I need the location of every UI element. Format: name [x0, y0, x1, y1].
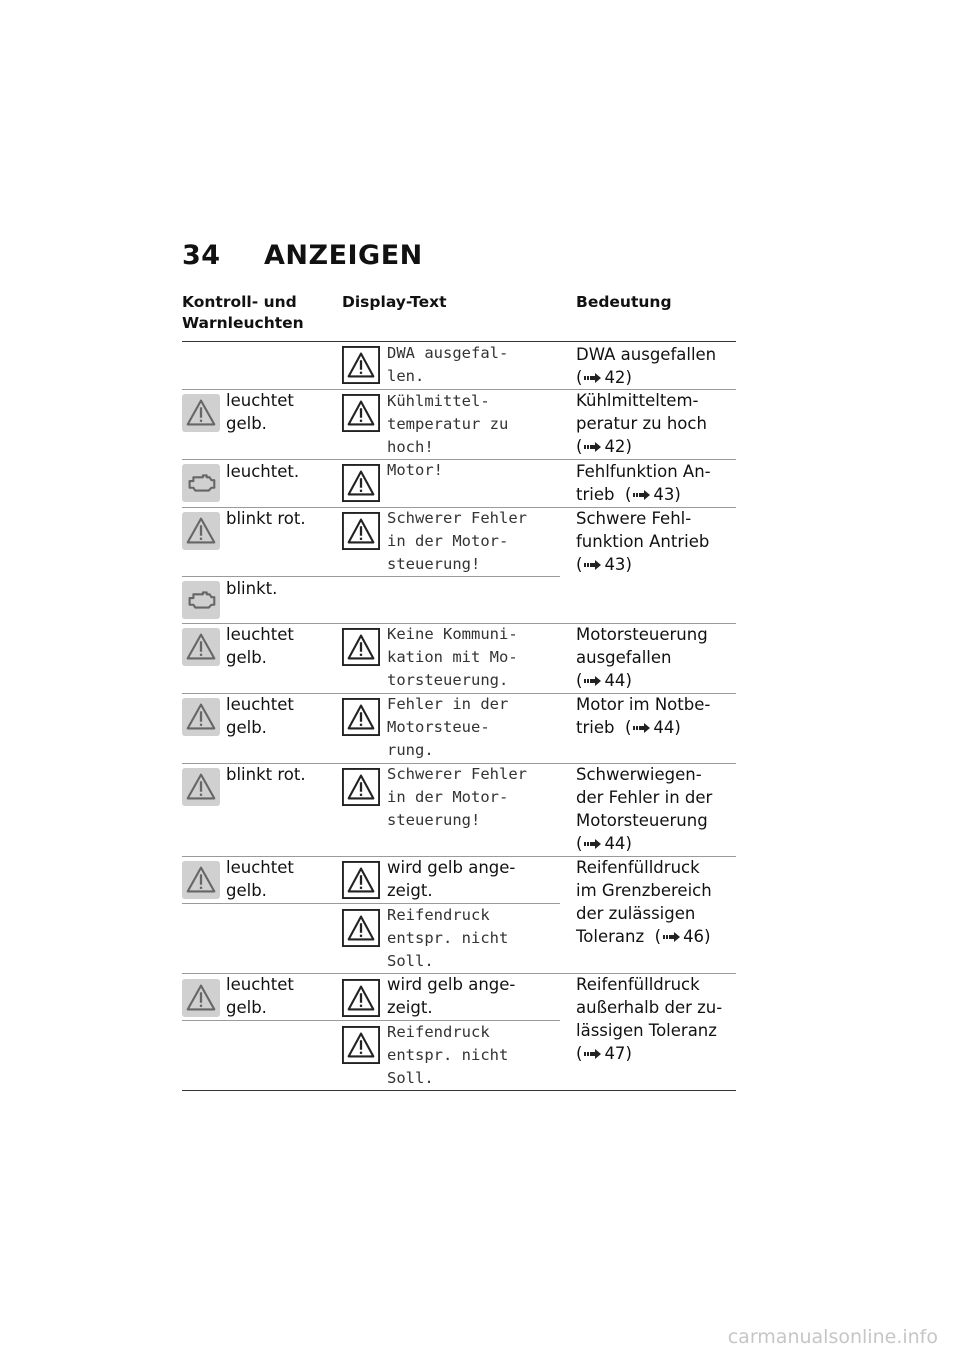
page-reference-arrow-icon: [584, 670, 602, 682]
warning-triangle-icon: [342, 979, 380, 1017]
warning-triangle-icon: [342, 698, 380, 736]
display-text: wird gelb ange- zeigt.: [387, 858, 516, 900]
warning-light-status: leuchtet gelb.: [226, 975, 294, 1017]
warning-triangle-icon: [342, 861, 380, 899]
page-reference-arrow-icon: [584, 554, 602, 566]
warning-light-status: blinkt rot.: [226, 765, 306, 784]
display-text: Reifendruck entspr. nicht Soll.: [387, 1023, 509, 1087]
display-text: Schwerer Fehler in der Motor- steuerung!: [387, 509, 527, 573]
warning-triangle-icon: [342, 512, 380, 550]
watermark: carmanualsonline.info: [727, 1326, 938, 1348]
warning-triangle-icon: [182, 698, 220, 736]
column-header-meaning: Bedeutung: [576, 293, 672, 311]
page-reference-arrow-icon: [584, 833, 602, 845]
display-text: DWA ausgefal- len.: [387, 344, 509, 385]
display-text: wird gelb ange- zeigt.: [387, 975, 516, 1017]
page-header: [182, 240, 423, 271]
page-reference-arrow-icon: [584, 367, 602, 379]
display-text: Schwerer Fehler in der Motor- steuerung!: [387, 765, 527, 829]
warning-triangle-icon: [182, 861, 220, 899]
warning-triangle-icon: [182, 394, 220, 432]
engine-check-icon: [182, 464, 220, 502]
meaning-text: Schwerwiegen- der Fehler in der Motorsteuerung ( 44): [576, 765, 713, 853]
warning-light-status: blinkt rot.: [226, 509, 306, 528]
warning-triangle-icon: [342, 464, 380, 502]
warning-light-status: leuchtet gelb.: [226, 625, 294, 667]
warning-triangle-icon: [342, 909, 380, 947]
warning-light-status: blinkt.: [226, 579, 278, 598]
page-title: ANZEIGEN: [264, 240, 423, 271]
page-reference-arrow-icon: [633, 717, 651, 729]
page-reference-arrow-icon: [633, 484, 651, 496]
warning-triangle-icon: [342, 394, 380, 432]
warning-triangle-icon: [182, 768, 220, 806]
warning-light-status: leuchtet gelb.: [226, 695, 294, 737]
column-header-display-text: Display-Text: [342, 293, 447, 311]
page-reference-arrow-icon: [584, 1043, 602, 1055]
warning-triangle-icon: [182, 512, 220, 550]
warning-light-status: leuchtet.: [226, 462, 300, 481]
warning-triangle-icon: [342, 346, 380, 384]
warning-light-status: leuchtet gelb.: [226, 858, 294, 900]
display-text: Keine Kommuni- kation mit Mo- torsteuerung.: [387, 625, 518, 689]
meaning-text: DWA ausgefallen ( 42): [576, 345, 717, 387]
meaning-text: Reifenfülldruck außerhalb der zu- lässigen Toleranz ( 47): [576, 975, 723, 1063]
engine-check-icon: [182, 581, 220, 619]
page-reference-arrow-icon: [584, 436, 602, 448]
display-text: Fehler in der Motorsteue- rung.: [387, 695, 509, 759]
meaning-text: Motorsteuerung ausgefallen ( 44): [576, 625, 708, 690]
column-header-warning-lights: Kontroll- und Warnleuchten: [182, 293, 304, 332]
meaning-text: Motor im Notbe- trieb ( 44): [576, 695, 711, 737]
page-reference-arrow-icon: [663, 926, 681, 938]
warning-triangle-icon: [342, 628, 380, 666]
display-text: Motor!: [387, 461, 443, 479]
warning-triangle-icon: [342, 1026, 380, 1064]
page-number: 34: [182, 240, 221, 271]
meaning-text: Schwere Fehl- funktion Antrieb ( 43): [576, 509, 710, 574]
warning-triangle-icon: [182, 628, 220, 666]
display-text: Reifendruck entspr. nicht Soll.: [387, 906, 509, 970]
meaning-text: Kühlmitteltem- peratur zu hoch ( 42): [576, 391, 707, 456]
meaning-text: Reifenfülldruck im Grenzbereich der zulässigen Toleranz ( 46): [576, 858, 712, 946]
table-bottom-rule: [182, 1090, 736, 1091]
warning-light-status: leuchtet gelb.: [226, 391, 294, 433]
meaning-text: Fehlfunktion An- trieb ( 43): [576, 462, 711, 504]
warning-triangle-icon: [342, 768, 380, 806]
warning-triangle-icon: [182, 979, 220, 1017]
display-text: Kühlmittel- temperatur zu hoch!: [387, 392, 509, 456]
